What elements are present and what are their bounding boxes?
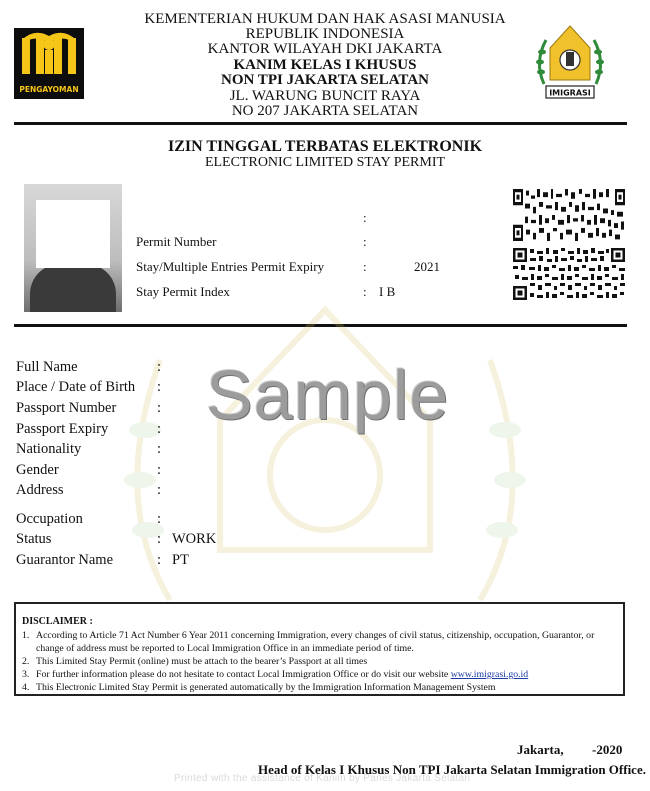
full-name-label: Full Name — [16, 359, 78, 375]
passport-number-colon: : — [157, 400, 162, 416]
disclaimer-item-number: 3. — [22, 669, 30, 680]
permit-expiry-colon: : — [363, 259, 367, 274]
status-value: WORK — [172, 531, 217, 547]
disclaimer-title: DISCLAIMER : — [22, 616, 93, 627]
qr-code-top — [513, 189, 625, 241]
status-label: Status — [16, 531, 52, 547]
permit-expiry-value: 2021 — [414, 259, 440, 274]
nationality-colon: : — [157, 441, 162, 457]
guarantor-colon: : — [157, 552, 162, 568]
disclaimer-item — [22, 655, 617, 668]
permit-expiry-label: Stay/Multiple Entries Permit Expiry — [136, 259, 325, 274]
disclaimer-box — [14, 602, 625, 696]
header-office-class: KANIM KELAS I KHUSUS — [233, 57, 417, 73]
guarantor-label: Guarantor Name — [16, 552, 114, 568]
disclaimer-item-text: This Electronic Limited Stay Permit is generated automatically by the Immigration Information Management System — [36, 682, 496, 693]
gender-label: Gender — [16, 462, 59, 478]
passport-expiry-colon: : — [157, 421, 162, 437]
holder-photo — [24, 184, 122, 312]
imigrasi-logo — [532, 22, 608, 106]
disclaimer-item-text: According to Article 71 Act Number 6 Year 2011 concerning Immigration, every changes of civil status, citizenship, occupation, Guarantor, or change of address must be reported to Local Immigration Office in an immediate period of time. — [36, 630, 595, 654]
sample-watermark: Sample — [206, 356, 450, 434]
emblem-watermark — [100, 300, 550, 620]
gender-colon: : — [157, 462, 162, 478]
disclaimer-item-text: For further information please do not hesitate to contact Local Immigration Office or do visit our website — [36, 669, 449, 680]
website-link[interactable]: www.imigrasi.go.id — [450, 669, 529, 680]
permit-number-colon: : — [363, 234, 367, 249]
disclaimer-item-number: 4. — [22, 682, 30, 693]
left-logo-label: PENGAYOMAN — [19, 85, 79, 94]
document-subtitle: ELECTRONIC LIMITED STAY PERMIT — [204, 155, 446, 170]
header-office-name: NON TPI JAKARTA SELATAN — [221, 72, 429, 88]
footer-note: Printed with the assistance of Kanim by Panes Jakarta Selatan — [174, 773, 471, 784]
permit-index-colon: : — [363, 284, 367, 299]
passport-expiry-label: Passport Expiry — [16, 421, 109, 437]
signature-office: Head of Kelas I Khusus Non TPI Jakarta Selatan Immigration Office. — [258, 762, 646, 777]
nationality-label: Nationality — [16, 441, 82, 457]
birth-label: Place / Date of Birth — [16, 379, 136, 395]
header-regional-office: KANTOR WILAYAH DKI JAKARTA — [207, 41, 443, 57]
header-address-number: NO 207 JAKARTA SELATAN — [231, 103, 419, 119]
permit-row-colon: : — [363, 210, 367, 225]
full-name-colon: : — [157, 359, 162, 375]
header-divider — [14, 122, 627, 125]
right-logo-label: IMIGRASI — [549, 88, 591, 98]
passport-number-label: Passport Number — [16, 400, 117, 416]
occupation-colon: : — [157, 511, 162, 527]
header-republic: REPUBLIK INDONESIA — [245, 26, 405, 42]
address-colon: : — [157, 482, 162, 498]
permit-index-value: I B — [379, 284, 396, 299]
signature-place: Jakarta, — [517, 742, 564, 757]
occupation-label: Occupation — [16, 511, 83, 527]
signature-date: -2020 — [592, 742, 623, 757]
qr-code-bottom — [513, 248, 625, 300]
birth-colon: : — [157, 379, 162, 395]
status-colon: : — [157, 531, 162, 547]
disclaimer-item-number: 2. — [22, 656, 30, 667]
address-label: Address — [16, 482, 64, 498]
permit-number-label: Permit Number — [136, 234, 217, 249]
pengayoman-logo — [14, 28, 84, 99]
disclaimer-item — [22, 668, 617, 681]
guarantor-value: PT — [172, 552, 189, 568]
disclaimer-item-text: This Limited Stay Permit (online) must be attach to the bearer’s Passport at all times — [36, 656, 368, 667]
header-ministry: KEMENTERIAN HUKUM DAN HAK ASASI MANUSIA — [144, 11, 506, 27]
document-title: IZIN TINGGAL TERBATAS ELEKTRONIK — [167, 138, 483, 155]
disclaimer-item — [22, 629, 617, 655]
permit-index-label: Stay Permit Index — [136, 284, 230, 299]
header-street: JL. WARUNG BUNCIT RAYA — [229, 88, 421, 104]
disclaimer-item — [22, 681, 617, 694]
disclaimer-item-number: 1. — [22, 630, 30, 641]
